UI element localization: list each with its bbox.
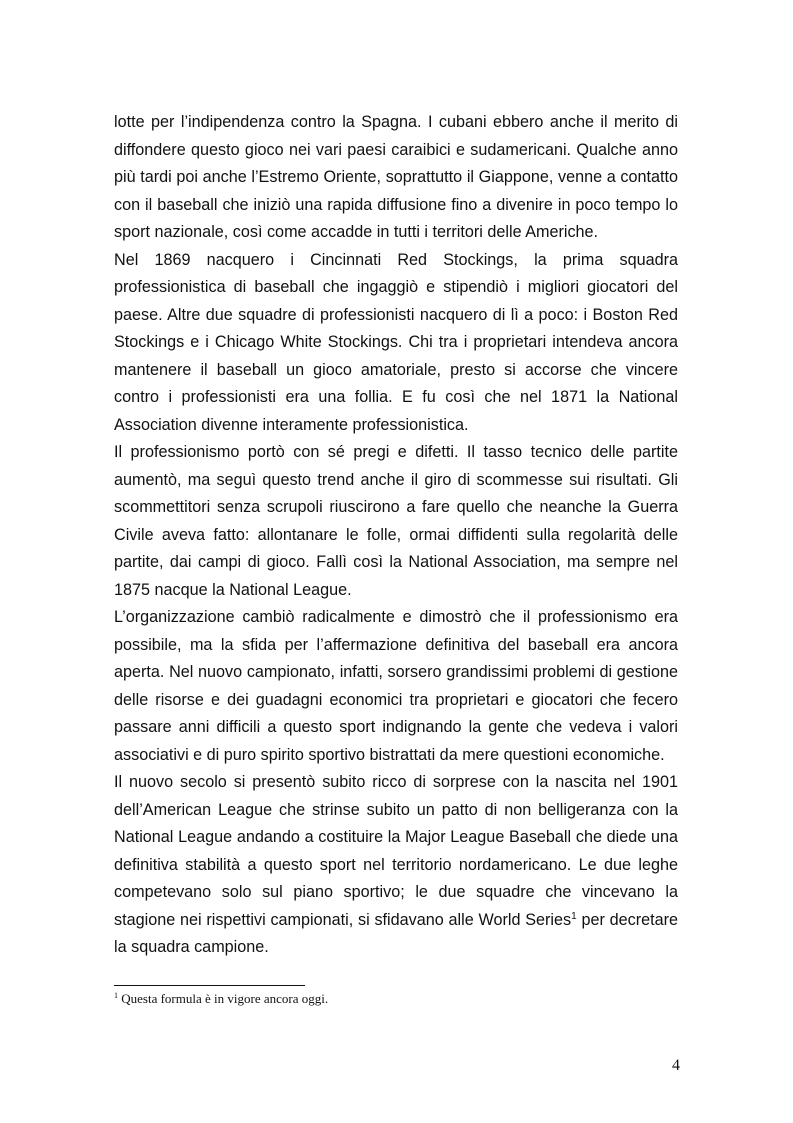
paragraph-new-century xyxy=(114,769,678,962)
footnote xyxy=(114,990,678,1008)
paragraph-new-century-tail: per decretare la squadra campione. xyxy=(114,910,678,956)
paragraph-organization: L’organizzazione cambiò radicalmente e dimostrò che il professionismo era possibile, ma la sfida per l’affermazione definitiva del baseball era ancora aperta. Nel nuovo campionato, infatti, sorsero grandissimi problemi di gestione delle risorse e dei guadagni economici tra proprietari e giocatori che fecero passare anni difficili a questo sport indignando la gente che vedeva i valori associativi e di puro spirito sportivo bistrattati da mere questioni economiche. xyxy=(114,608,678,764)
paragraph-red-stockings: Nel 1869 nacquero i Cincinnati Red Stockings, la prima squadra professionistica di baseball che ingaggiò e stipendiò i migliori giocatori del paese. Altre due squadre di professionisti nacquero di lì a poco: i Boston Red Stockings e i Chicago White Stockings. Chi tra i proprietari intendeva ancora mantenere il baseball un gioco amatoriale, presto si accorse che vincere contro i professionisti era una follia. E fu così che nel 1871 la National Association divenne interamente professionistica. xyxy=(114,250,678,434)
footnote-reference: 1 xyxy=(571,910,577,922)
footnote-text: Questa formula è in vigore ancora oggi. xyxy=(118,991,329,1006)
footnote-marker: 1 xyxy=(114,991,118,1000)
paragraph-cuban-spread: lotte per l’indipendenza contro la Spagna. I cubani ebbero anche il merito di diffondere questo gioco nei vari paesi caraibici e sudamericani. Qualche anno più tardi poi anche l’Estremo Oriente, soprattutto il Giappone, venne a contatto con il baseball che iniziò una rapida diffusione fino a divenire in poco tempo lo sport nazionale, così come accadde in tutti i territori delle Americhe. xyxy=(114,113,678,241)
page-number: 4 xyxy=(672,1057,680,1074)
paragraph-new-century-text: Il nuovo secolo si presentò subito ricco di sorprese con la nascita nel 1901 dell’American League che strinse subito un patto di non belligeranza con la National League andando a costituire la Major League Baseball che diede una definitiva stabilità a questo sport nel territorio nordamericano. Le due leghe competevano solo sul piano sportivo; le due squadre che vincevano la stagione nei rispettivi campionati, si sfidavano alle World Series xyxy=(114,773,678,929)
body-text xyxy=(114,109,678,962)
footnote-divider xyxy=(114,985,305,986)
paragraph-professionalism: Il professionismo portò con sé pregi e difetti. Il tasso tecnico delle partite aumentò, ma seguì questo trend anche il giro di scommesse sui risultati. Gli scommettitori senza scrupoli riuscirono a fare quello che neanche la Guerra Civile aveva fatto: allontanare le folle, ormai diffidenti sulla regolarità delle partite, dai campi di gioco. Fallì così la National Association, ma sempre nel 1875 nacque la National League. xyxy=(114,443,678,599)
